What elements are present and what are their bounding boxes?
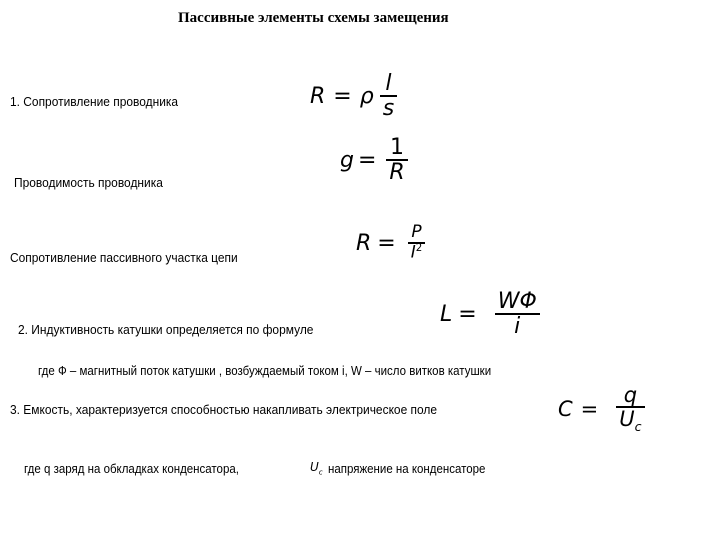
formula-fraction	[408, 224, 426, 262]
numerator: l	[385, 71, 392, 96]
inductance-note: где Ф – магнитный поток катушки , возбуждаемый током i, W – число витков катушки	[38, 364, 492, 378]
passive-resistance-label: Сопротивление пассивного участка цепи	[10, 250, 238, 265]
uc-symbol: $U_c$	[310, 460, 323, 477]
denominator: $U_c$	[619, 407, 642, 435]
equals-sign: =	[458, 301, 477, 327]
inductance-label: 2. Индуктивность катушки определяется по формуле	[18, 322, 314, 337]
passive-resistance-formula	[356, 224, 425, 262]
formula-fraction	[386, 136, 407, 184]
numerator: 1	[390, 135, 405, 160]
formula-fraction	[495, 290, 540, 338]
resistance-label: 1. Сопротивление проводника	[10, 94, 179, 109]
subscript: c	[634, 419, 642, 435]
equals-sign: =	[357, 147, 377, 173]
formula-lhs: C	[558, 396, 573, 421]
conductance-formula	[340, 136, 408, 184]
denominator: s	[382, 96, 395, 122]
exponent: 2	[415, 242, 423, 254]
numerator: q	[623, 383, 638, 407]
capacitance-label: 3. Емкость, характеризуется способностью накапливать электрическое поле	[10, 402, 438, 417]
resistance-formula	[310, 72, 397, 120]
formula-fraction	[616, 384, 644, 433]
denominator: i	[514, 314, 521, 340]
denominator: $I^2$	[410, 242, 423, 263]
capacitance-formula	[558, 384, 645, 433]
formula-coef: ρ	[359, 83, 374, 109]
inductance-formula	[440, 290, 540, 338]
equals-sign: =	[580, 396, 599, 421]
equals-sign: =	[377, 230, 396, 256]
formula-lhs: g	[340, 147, 354, 173]
formula-lhs: R	[356, 230, 372, 256]
numerator: WΦ	[497, 289, 537, 314]
capacitance-note-suffix: напряжение на конденсаторе	[328, 462, 486, 476]
formula-fraction	[380, 72, 397, 120]
denominator: R	[389, 160, 405, 186]
numerator: P	[411, 222, 422, 242]
conductance-label: Проводимость проводника	[14, 175, 163, 190]
page-title: Пассивные элементы схемы замещения	[178, 10, 449, 26]
formula-lhs: L	[440, 301, 453, 327]
capacitance-note-prefix: где q заряд на обкладках конденсатора,	[24, 462, 239, 476]
formula-lhs: R	[310, 83, 326, 109]
equals-sign: =	[333, 83, 352, 109]
